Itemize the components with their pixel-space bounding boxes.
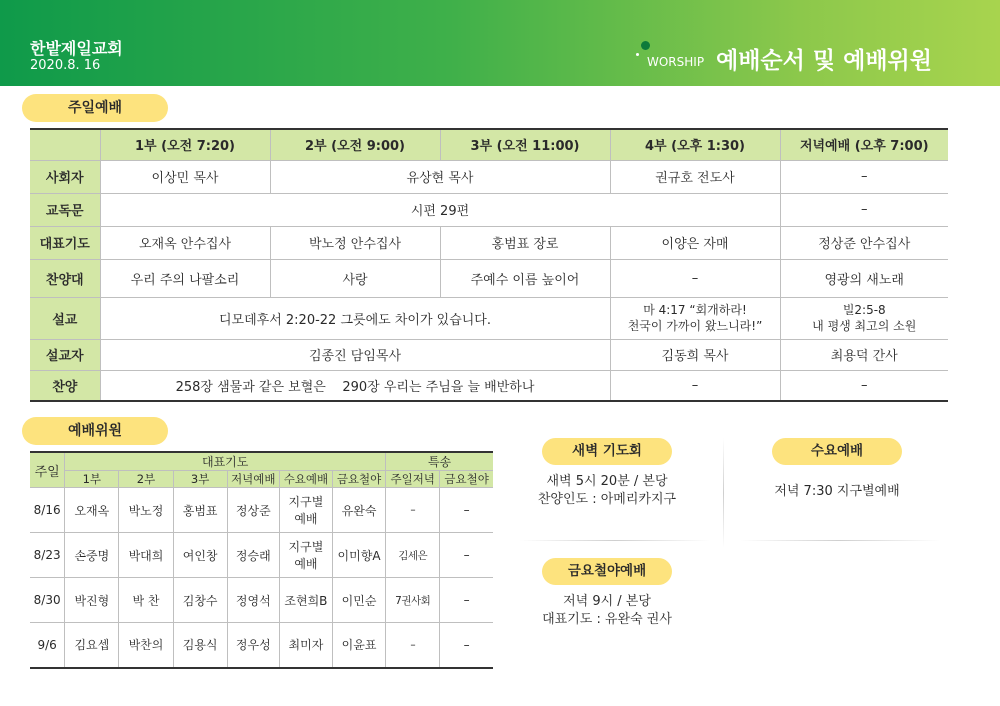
cell-line: 지구별 — [288, 495, 324, 509]
table-cell: 디모데후서 2:20-22 그릇에도 차이가 있습니다. — [100, 297, 610, 339]
table-row — [30, 370, 948, 401]
table-row — [30, 578, 493, 623]
table-cell: – — [386, 623, 440, 668]
column-header: 1부 (오전 7:20) — [100, 129, 270, 160]
date-cell: 8/16 — [30, 488, 65, 533]
table-cell: 오재옥 안수집사 — [100, 226, 270, 259]
worship-label: WORSHIP — [647, 55, 705, 69]
sermon-line: 빌2:5-8 — [842, 303, 886, 317]
info-line: 새벽 5시 20분 / 본당 — [546, 474, 668, 489]
column-header: 저녁예배 — [227, 471, 279, 488]
table-cell — [780, 297, 948, 339]
column-header: 금요철야 — [440, 471, 493, 488]
table-cell: – — [440, 488, 493, 533]
table-cell: – — [780, 193, 948, 226]
divider — [740, 540, 940, 541]
table-cell: 시편 29편 — [100, 193, 780, 226]
date-cell: 8/30 — [30, 578, 65, 623]
cell-line: 지구별 — [288, 540, 324, 554]
table-cell: 최용덕 간사 — [780, 339, 948, 370]
section-label-dawn-prayer: 새벽 기도회 — [542, 438, 672, 465]
cell-line: 예배 — [294, 557, 318, 571]
table-cell: 우리 주의 나팔소리 — [100, 259, 270, 297]
table-row — [30, 488, 493, 533]
table-cell: 이양은 자매 — [610, 226, 780, 259]
table-header-row — [30, 129, 948, 160]
table-subheader-row — [30, 471, 493, 488]
row-label: 사회자 — [30, 160, 100, 193]
table-cell: 홍범표 장로 — [440, 226, 610, 259]
date-cell: 9/6 — [30, 623, 65, 668]
table-cell: 박 찬 — [119, 578, 173, 623]
table-cell: 조현희B — [279, 578, 332, 623]
church-name: 한밭제일교회 — [30, 39, 123, 58]
sermon-line: 내 평생 최고의 소원 — [812, 319, 917, 333]
table-cell: 258장 샘물과 같은 보혈은 290장 우리는 주님을 늘 배반하나 — [100, 370, 610, 401]
info-line: 저녁 7:30 지구별예배 — [774, 484, 900, 499]
table-cell: 주예수 이름 높이어 — [440, 259, 610, 297]
table-corner — [30, 129, 100, 160]
table-cell: 박찬의 — [119, 623, 173, 668]
column-header: 대표기도 — [65, 452, 386, 471]
table-cell: 김용식 — [173, 623, 227, 668]
cell-line: 예배 — [294, 512, 318, 526]
row-label: 찬양대 — [30, 259, 100, 297]
decorative-dot-icon — [641, 41, 650, 50]
table-cell: – — [610, 259, 780, 297]
table-cell: 권규호 전도사 — [610, 160, 780, 193]
table-cell: 김창수 — [173, 578, 227, 623]
column-header: 3부 — [173, 471, 227, 488]
table-cell: 사랑 — [270, 259, 440, 297]
table-cell: – — [440, 623, 493, 668]
dawn-prayer-info — [520, 473, 694, 509]
row-label: 찬양 — [30, 370, 100, 401]
divider — [520, 540, 710, 541]
table-cell: 정승래 — [227, 533, 279, 578]
table-row — [30, 259, 948, 297]
table-cell: 유완숙 — [332, 488, 385, 533]
table-cell: 유상현 목사 — [270, 160, 610, 193]
column-header: 수요예배 — [279, 471, 332, 488]
header-banner — [0, 0, 1000, 86]
table-cell: 정우성 — [227, 623, 279, 668]
table-cell: 박노정 안수집사 — [270, 226, 440, 259]
table-cell: – — [440, 578, 493, 623]
table-row — [30, 226, 948, 259]
info-line: 대표기도 : 유완숙 권사 — [542, 612, 672, 627]
table-cell: – — [780, 160, 948, 193]
table-cell — [279, 488, 332, 533]
column-header: 3부 (오전 11:00) — [440, 129, 610, 160]
divider — [723, 438, 724, 548]
column-header: 1부 — [65, 471, 119, 488]
table-row — [30, 623, 493, 668]
section-label-friday: 금요철야예배 — [542, 558, 672, 585]
row-label: 대표기도 — [30, 226, 100, 259]
column-header: 특송 — [386, 452, 493, 471]
table-cell: 7권사회 — [386, 578, 440, 623]
sermon-line: 마 4:17 “회개하라! — [643, 303, 747, 317]
table-cell: 이윤표 — [332, 623, 385, 668]
committee-table — [30, 451, 493, 669]
column-header: 주일저녁 — [386, 471, 440, 488]
section-label-committee: 예배위원 — [22, 417, 168, 445]
table-cell: 박노정 — [119, 488, 173, 533]
column-header: 4부 (오후 1:30) — [610, 129, 780, 160]
table-cell: 김동희 목사 — [610, 339, 780, 370]
table-cell: 정상준 안수집사 — [780, 226, 948, 259]
sunday-service-table — [30, 128, 948, 402]
table-row — [30, 193, 948, 226]
page-title: 예배순서 및 예배위원 — [716, 48, 932, 74]
table-cell — [279, 533, 332, 578]
table-row — [30, 160, 948, 193]
table-cell — [610, 297, 780, 339]
row-label: 설교자 — [30, 339, 100, 370]
column-header: 2부 — [119, 471, 173, 488]
table-cell: 박진형 — [65, 578, 119, 623]
wednesday-info — [745, 483, 929, 501]
column-header: 주일 — [30, 452, 65, 488]
friday-info — [515, 593, 699, 629]
table-cell: 김세은 — [386, 533, 440, 578]
info-line: 찬양인도 : 아메리카지구 — [537, 492, 677, 507]
table-cell: 오재옥 — [65, 488, 119, 533]
table-cell: 영광의 새노래 — [780, 259, 948, 297]
table-cell: 김종진 담임목사 — [100, 339, 610, 370]
table-cell: 이미향A — [332, 533, 385, 578]
table-cell: – — [386, 488, 440, 533]
table-cell: 김요셉 — [65, 623, 119, 668]
table-cell: – — [440, 533, 493, 578]
decorative-dot-small-icon — [636, 53, 639, 56]
row-label: 설교 — [30, 297, 100, 339]
table-cell: 홍범표 — [173, 488, 227, 533]
table-cell: 박대희 — [119, 533, 173, 578]
info-line: 저녁 9시 / 본당 — [563, 594, 651, 609]
table-cell: 이민순 — [332, 578, 385, 623]
sermon-line: 천국이 가까이 왔느니라!” — [627, 319, 763, 333]
column-header: 저녁예배 (오후 7:00) — [780, 129, 948, 160]
bulletin-date: 2020.8. 16 — [30, 58, 101, 73]
table-row — [30, 339, 948, 370]
table-cell: 여인창 — [173, 533, 227, 578]
table-cell: 이상민 목사 — [100, 160, 270, 193]
section-label-sunday: 주일예배 — [22, 94, 168, 122]
table-cell: – — [610, 370, 780, 401]
table-cell: 최미자 — [279, 623, 332, 668]
date-cell: 8/23 — [30, 533, 65, 578]
column-header: 2부 (오전 9:00) — [270, 129, 440, 160]
table-row — [30, 533, 493, 578]
table-header-row — [30, 452, 493, 471]
table-cell: – — [780, 370, 948, 401]
table-row — [30, 297, 948, 339]
table-cell: 손중명 — [65, 533, 119, 578]
table-cell: 정영석 — [227, 578, 279, 623]
row-label: 교독문 — [30, 193, 100, 226]
table-cell: 정상준 — [227, 488, 279, 533]
column-header: 금요철야 — [332, 471, 385, 488]
section-label-wednesday: 수요예배 — [772, 438, 902, 465]
